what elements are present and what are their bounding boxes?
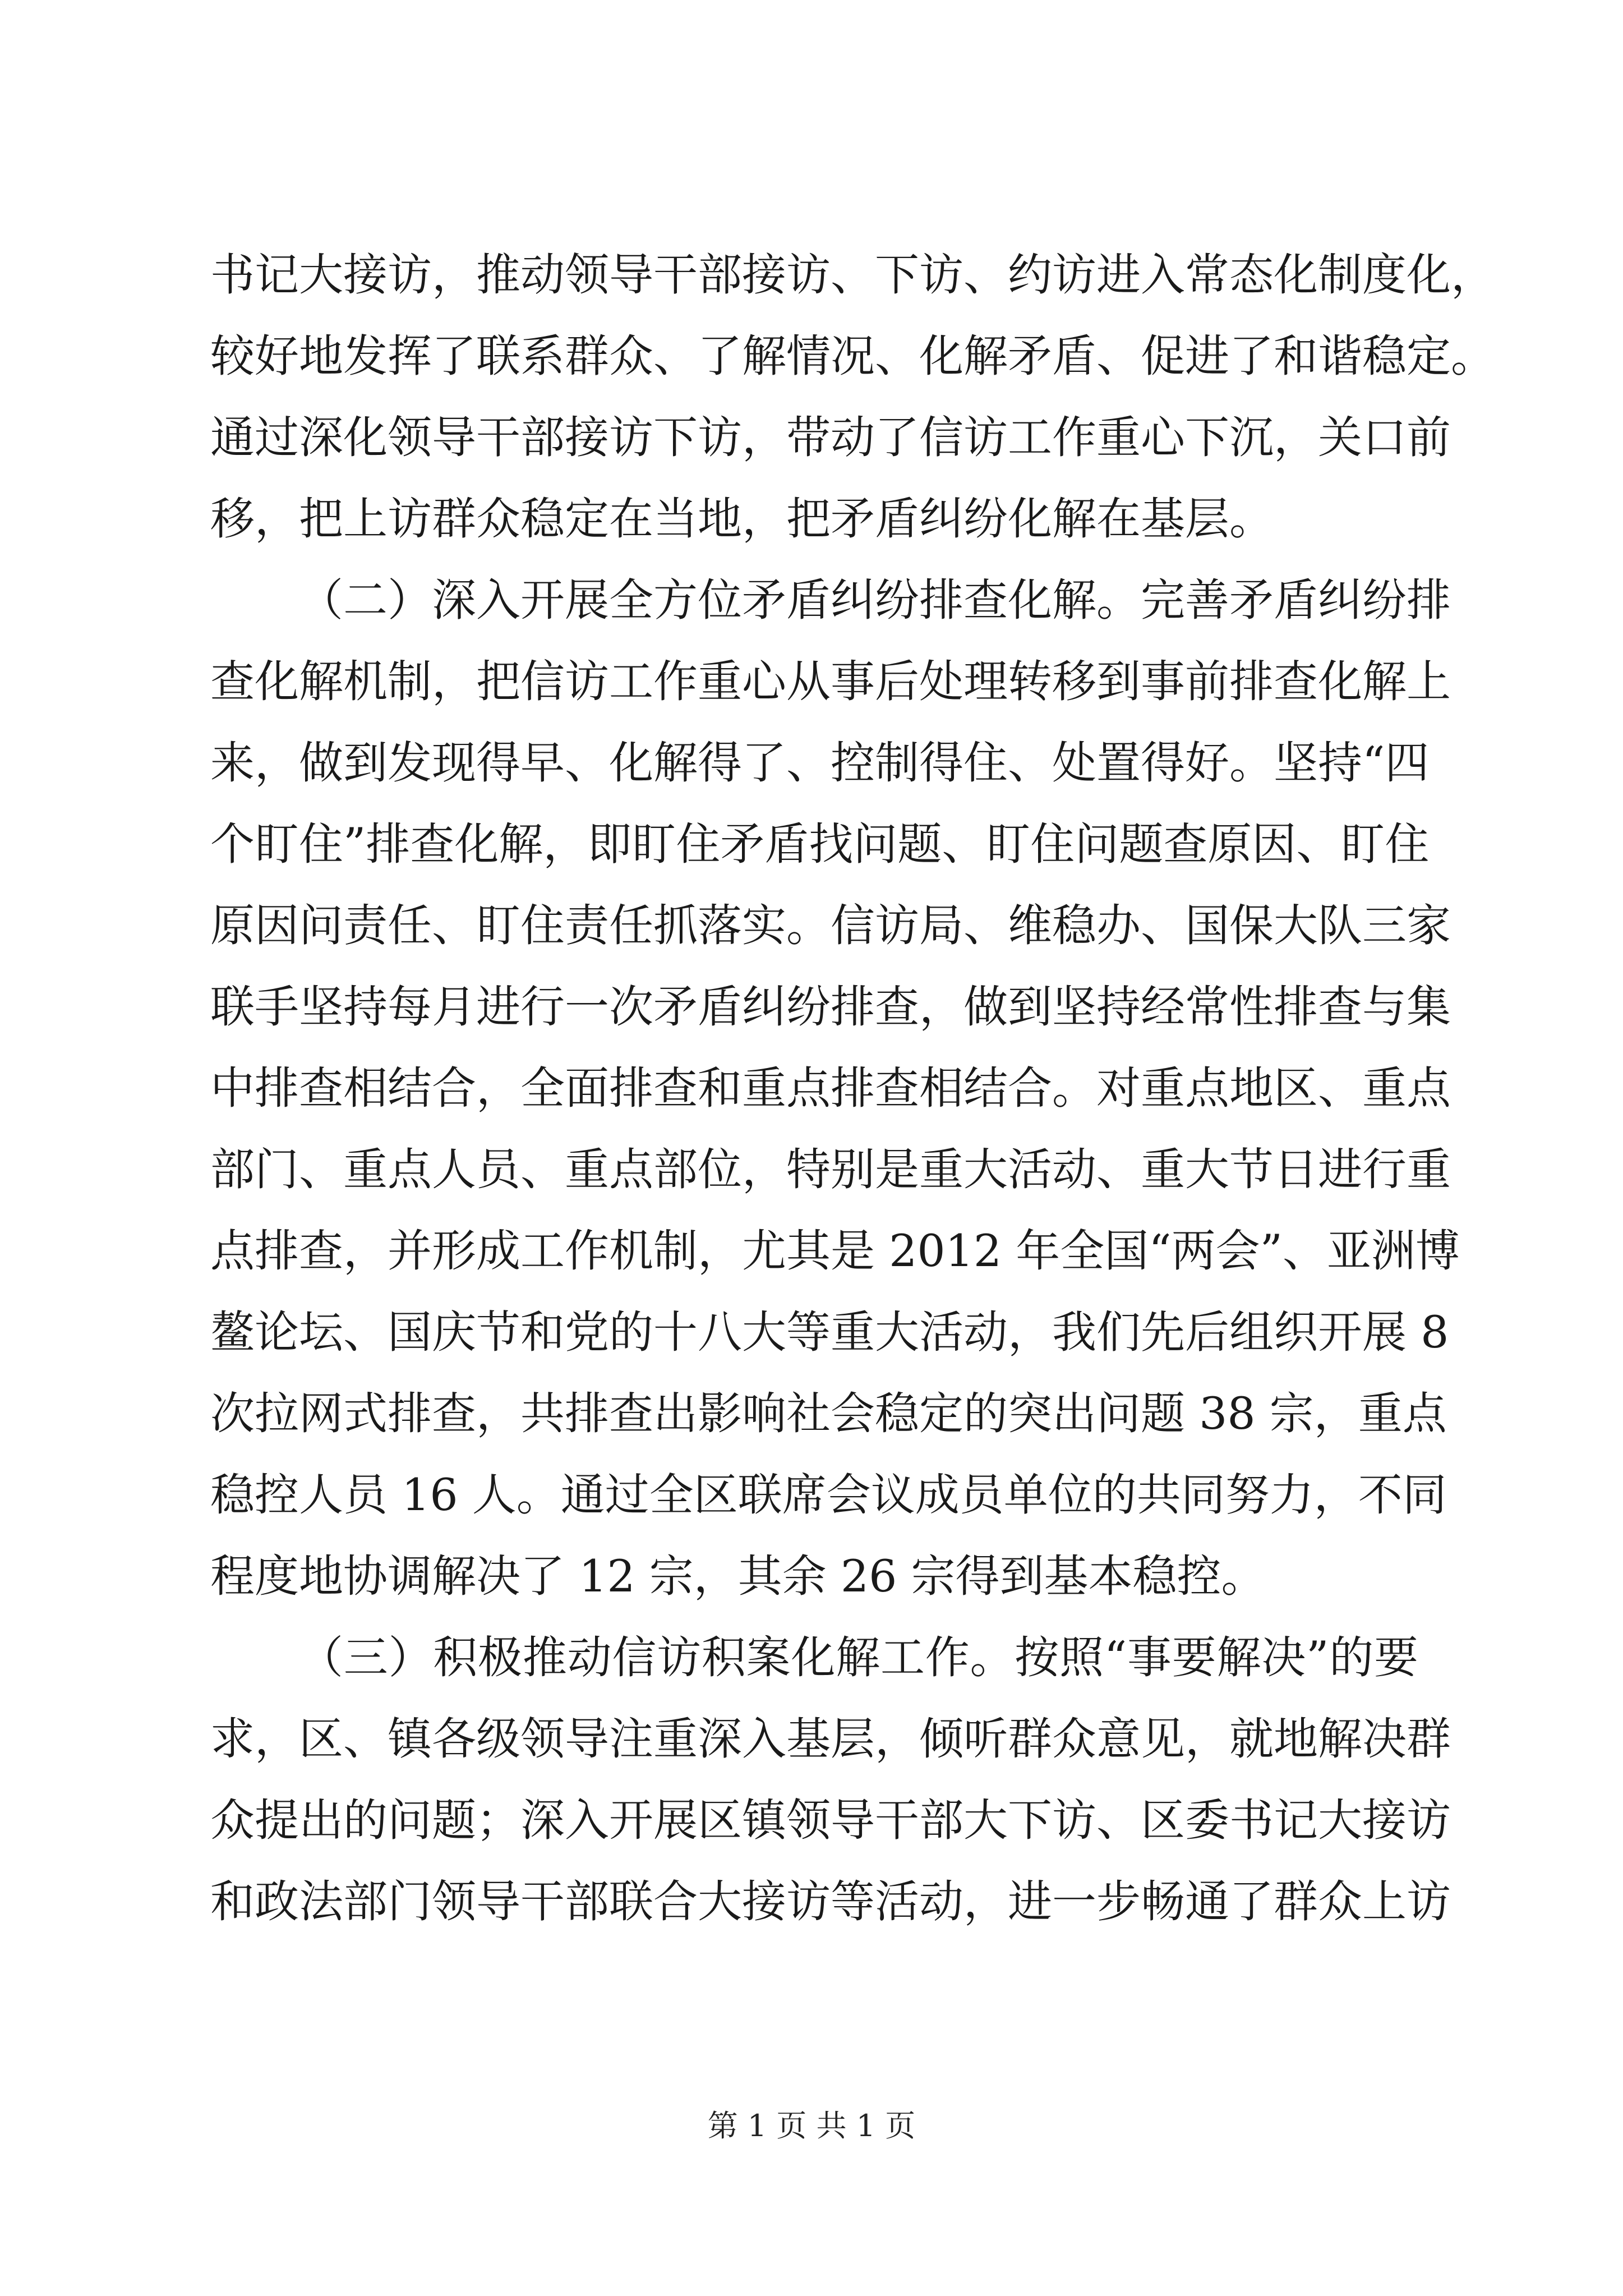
text-line: 鳌论坛、国庆节和党的十八大等重大活动，我们先后组织开展 8 bbox=[210, 1306, 1449, 1358]
body-text bbox=[210, 234, 1495, 1943]
text-line: 点排查，并形成工作机制，尤其是 2012 年全国“两会”、亚洲博 bbox=[210, 1225, 1460, 1277]
page-number-label: 第 1 页 共 1 页 bbox=[707, 2108, 916, 2143]
text-line: 通过深化领导干部接访下访，带动了信访工作重心下沉，关口前 bbox=[210, 412, 1451, 463]
text-line: 中排查相结合，全面排查和重点排查相结合。对重点地区、重点 bbox=[210, 1062, 1451, 1114]
text-line: 来，做到发现得早、化解得了、控制得住、处置得好。坚持“四 bbox=[210, 737, 1430, 789]
text-line: 众提出的问题；深入开展区镇领导干部大下访、区委书记大接访 bbox=[210, 1795, 1451, 1846]
text-line: 部门、重点人员、重点部位，特别是重大活动、重大节日进行重 bbox=[210, 1144, 1451, 1195]
text-line: 稳控人员 16 人。通过全区联席会议成员单位的共同努力，不同 bbox=[210, 1469, 1447, 1521]
text-line: 移，把上访群众稳定在当地，把矛盾纠纷化解在基层。 bbox=[210, 493, 1274, 545]
text-line: （二）深入开展全方位矛盾纠纷排查化解。完善矛盾纠纷排 bbox=[299, 574, 1451, 626]
text-line: （三）积极推动信访积案化解工作。按照“事要解决”的要 bbox=[299, 1632, 1418, 1683]
paragraph-2 bbox=[210, 560, 1460, 1617]
text-line: 程度地协调解决了 12 宗，其余 26 宗得到基本稳控。 bbox=[210, 1550, 1266, 1602]
text-line: 和政法部门领导干部联合大接访等活动，进一步畅通了群众上访 bbox=[210, 1876, 1451, 1927]
paragraph-1 bbox=[210, 234, 1495, 560]
paragraph-3 bbox=[210, 1617, 1451, 1943]
text-line: 较好地发挥了联系群众、了解情况、化解矛盾、促进了和谐稳定。 bbox=[210, 330, 1495, 382]
text-line: 求，区、镇各级领导注重深入基层，倾听群众意见，就地解决群 bbox=[210, 1713, 1451, 1765]
text-line: 原因问责任、盯住责任抓落实。信访局、维稳办、国保大队三家 bbox=[210, 900, 1451, 951]
text-line: 书记大接访，推动领导干部接访、下访、约访进入常态化制度化， bbox=[210, 249, 1495, 301]
text-line: 查化解机制，把信访工作重心从事后处理转移到事前排查化解上 bbox=[210, 656, 1451, 707]
page-footer bbox=[0, 2106, 1623, 2146]
text-line: 联手坚持每月进行一次矛盾纠纷排查，做到坚持经常性排查与集 bbox=[210, 981, 1451, 1033]
text-line: 个盯住”排查化解，即盯住矛盾找问题、盯住问题查原因、盯住 bbox=[210, 818, 1430, 870]
text-line: 次拉网式排查，共排查出影响社会稳定的突出问题 38 宗，重点 bbox=[210, 1388, 1447, 1439]
